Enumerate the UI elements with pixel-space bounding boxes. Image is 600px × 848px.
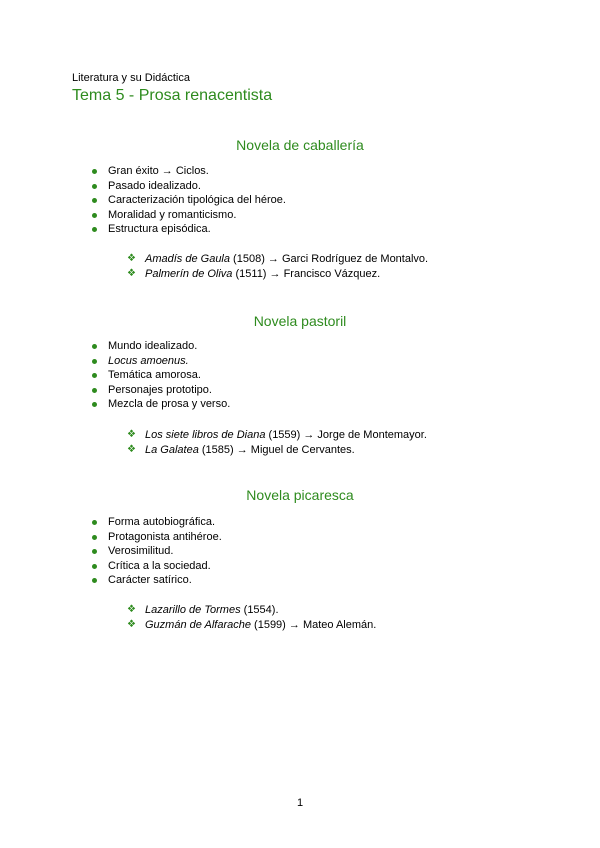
section-heading-caballeria: Novela de caballería [236,137,364,153]
work-item [127,428,427,443]
bullet-dot-icon [92,402,97,407]
bullet-list-picaresca [92,515,222,588]
bullet-dot-icon [92,169,97,174]
list-item: Gran éxito → Ciclos. [92,164,286,179]
bullet-dot-icon [92,520,97,525]
work-detail: (1554). [240,604,279,616]
page-number: 1 [296,797,304,809]
bullet-dot-icon [92,388,97,393]
bullet-dot-icon [92,535,97,540]
bullet-dot-icon [92,213,97,218]
document-title: Tema 5 - Prosa renacentista [72,87,273,104]
diamond-bullet-icon: ❖ [127,604,136,615]
list-item: Pasado idealizado. [92,179,286,194]
list-item: Personajes prototipo. [92,383,230,398]
bullet-dot-icon [92,344,97,349]
list-item: Carácter satírico. [92,573,222,588]
list-item: Verosimilitud. [92,544,222,559]
diamond-bullet-icon: ❖ [127,443,136,455]
work-item [127,252,428,267]
bullet-dot-icon [92,373,97,378]
list-item: Temática amorosa. [92,368,230,383]
bullet-dot-icon [92,227,97,232]
list-item: Forma autobiográfica. [92,515,222,530]
work-detail: (1585) → Miguel de Cervantes. [198,443,355,456]
section-heading-pastoril: Novela pastoril [253,313,347,329]
work-title: Lazarillo de Tormes [145,604,241,616]
work-title: Amadís de Gaula [145,253,230,265]
work-item [127,443,427,458]
bullet-dot-icon [92,578,97,583]
list-item: Locus amoenus. [92,354,230,369]
list-item: Mundo idealizado. [92,339,230,354]
diamond-bullet-icon: ❖ [127,267,136,279]
section-heading-picaresca: Novela picaresca [246,487,354,503]
diamond-bullet-icon: ❖ [127,429,136,440]
list-item: Estructura episódica. [92,222,286,237]
bullet-dot-icon [92,564,97,569]
work-item [127,267,428,282]
bullet-dot-icon [92,184,97,189]
list-item: Moralidad y romanticismo. [92,208,286,223]
works-list-picaresca [127,603,376,632]
work-title: Los siete libros de Diana [145,429,266,441]
work-title: Palmerín de Oliva [145,267,233,280]
list-item: Protagonista antihéroe. [92,530,222,545]
work-detail: (1508) → Garci Rodríguez de Montalvo. [230,253,429,265]
work-detail: (1599) → Mateo Alemán. [250,618,377,631]
bullet-dot-icon [92,198,97,203]
work-title: Guzmán de Alfarache [145,618,251,631]
bullet-dot-icon [92,549,97,554]
diamond-bullet-icon: ❖ [127,618,136,630]
works-list-pastoril [127,428,427,457]
list-item: Caracterización tipológica del héroe. [92,193,286,208]
list-item: Crítica a la sociedad. [92,559,222,574]
work-item [127,618,376,633]
work-item [127,603,376,618]
work-detail: (1559) → Jorge de Montemayor. [265,429,427,441]
bullet-list-caballeria [92,164,286,237]
work-detail: (1511) → Francisco Vázquez. [232,267,381,280]
list-item: Mezcla de prosa y verso. [92,397,230,412]
work-title: La Galatea [145,443,199,456]
works-list-caballeria [127,252,428,281]
bullet-list-pastoril [92,339,230,412]
document-subject: Literatura y su Didáctica [72,72,190,84]
bullet-dot-icon [92,359,97,364]
diamond-bullet-icon: ❖ [127,253,136,264]
